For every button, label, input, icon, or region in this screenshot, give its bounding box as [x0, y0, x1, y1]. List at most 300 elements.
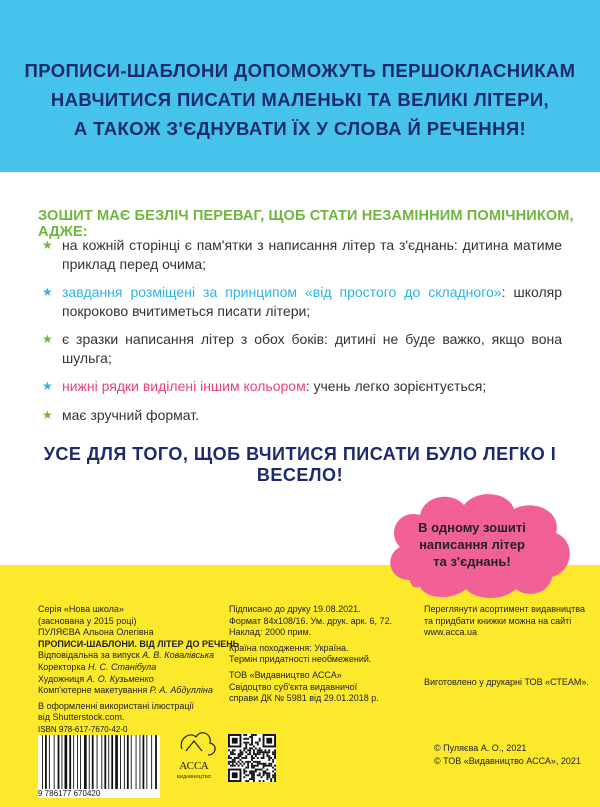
qr-module: [274, 772, 276, 774]
qr-module: [274, 751, 276, 753]
qr-module: [238, 765, 240, 767]
credit-proofreader: Коректорка Н. С. Станібула: [38, 661, 157, 672]
star-icon: ★: [42, 238, 53, 252]
qr-module: [251, 763, 253, 765]
qr-module: [266, 772, 268, 774]
qr-module: [243, 757, 245, 759]
qr-module: [251, 778, 253, 780]
qr-module: [243, 772, 245, 774]
qr-module: [268, 772, 270, 774]
qr-module: [263, 772, 265, 774]
qr-module: [230, 757, 232, 759]
copyright: [434, 742, 581, 768]
list-item: [42, 283, 562, 320]
qr-module: [243, 776, 245, 778]
illustrations-source: від Shutterstock.com.: [38, 712, 125, 723]
qr-module: [264, 765, 266, 767]
barcode-bar: [131, 735, 132, 790]
qr-module: [274, 757, 276, 759]
qr-module: [255, 769, 257, 771]
qr-module: [259, 763, 261, 765]
qr-module: [257, 761, 259, 763]
barcode-bar: [143, 735, 145, 790]
barcode-bar: [146, 735, 147, 790]
qr-module: [234, 753, 236, 755]
qr-module: [272, 776, 274, 778]
certificate: Свідоцтво суб'єкта видавничої: [229, 681, 358, 692]
credit-responsible: Відповідальна за випуск А. В. Ковалівська: [38, 650, 215, 661]
qr-module: [268, 751, 270, 753]
qr-module: [264, 770, 266, 772]
qr-module: [230, 765, 232, 767]
qr-module: [247, 763, 249, 765]
qr-module: [245, 761, 247, 763]
shelf-life: Термін придатності необмежений.: [229, 654, 372, 665]
copyright-line: © Пуляєва А. О., 2021: [434, 743, 527, 753]
qr-module: [251, 734, 253, 736]
qr-module: [241, 751, 243, 753]
qr-module: [272, 753, 274, 755]
print-info-column: [229, 604, 409, 705]
qr-module: [257, 749, 259, 751]
qr-module: [274, 749, 276, 751]
qr-module: [270, 780, 272, 782]
qr-module: [253, 753, 255, 755]
qr-module: [259, 753, 261, 755]
barcode-bar: [127, 735, 129, 790]
qr-module: [251, 757, 253, 759]
qr-module: [259, 749, 261, 751]
qr-module: [232, 751, 234, 753]
qr-module: [245, 747, 247, 749]
isbn: ISBN 978-617-7670-42-0: [38, 725, 128, 734]
credit-artist: Художниця А. О. Кузьменко: [38, 673, 154, 684]
item-text: має зручний формат.: [62, 406, 199, 423]
qr-module: [255, 734, 257, 736]
qr-module: [247, 742, 249, 744]
qr-module: [253, 780, 255, 782]
qr-module: [238, 753, 240, 755]
qr-module: [253, 761, 255, 763]
author: ПУЛЯЄВА Альона Олегівна: [38, 627, 154, 638]
qr-module: [263, 780, 265, 782]
list-item: [42, 236, 562, 273]
qr-module: [253, 749, 255, 751]
book-title: ПРОПИСИ-ШАБЛОНИ. ВІД ЛІТЕР ДО РЕЧЕНЬ: [38, 638, 240, 649]
top-headline-line: ПРОПИСИ-ШАБЛОНИ ДОПОМОЖУТЬ ПЕРШОКЛАСНИКАМ: [24, 60, 576, 81]
barcode-number: 9 786177 670420: [38, 789, 160, 798]
qr-code[interactable]: [228, 734, 276, 782]
qr-module: [228, 761, 230, 763]
logo-text: АССА: [179, 760, 209, 772]
qr-module: [253, 751, 255, 753]
qr-module: [270, 763, 272, 765]
qr-module: [234, 759, 236, 761]
qr-module: [272, 767, 274, 769]
qr-module: [266, 776, 268, 778]
qr-module: [266, 778, 268, 780]
qr-module: [243, 734, 245, 736]
qr-module: [251, 736, 253, 738]
qr-module: [257, 757, 259, 759]
qr-module: [251, 770, 253, 772]
qr-module: [274, 769, 276, 771]
qr-module: [228, 749, 230, 751]
qr-module: [251, 755, 253, 757]
qr-module: [240, 755, 242, 757]
qr-module: [243, 749, 245, 751]
qr-module: [274, 776, 276, 778]
qr-module: [241, 765, 243, 767]
credit-layout: Комп'ютерне макетування Р. А. Абдулліна: [38, 685, 213, 696]
barcode-block: [38, 725, 160, 800]
qr-module: [266, 755, 268, 757]
qr-module: [245, 751, 247, 753]
qr-module: [263, 755, 265, 757]
qr-module: [261, 769, 263, 771]
qr-module: [259, 747, 261, 749]
barcode-bar: [115, 735, 118, 790]
list-item: [42, 377, 562, 396]
qr-module: [240, 753, 242, 755]
qr-module: [247, 767, 249, 769]
qr-module: [245, 744, 247, 746]
barcode-bar: [108, 735, 109, 790]
qr-module: [251, 747, 253, 749]
qr-module: [241, 761, 243, 763]
qr-module: [261, 763, 263, 765]
qr-module: [251, 738, 253, 740]
cloud-line: В одному зошиті: [418, 520, 526, 535]
qr-module: [268, 776, 270, 778]
qr-module: [247, 780, 249, 782]
qr-module: [234, 749, 236, 751]
barcode-bar: [58, 735, 60, 790]
cloud-text: [392, 519, 552, 570]
website-link[interactable]: www.acca.ua: [424, 627, 478, 638]
qr-module: [253, 778, 255, 780]
barcode-bar: [136, 735, 137, 790]
publisher: ТОВ «Видавництво АССА»: [229, 669, 342, 680]
qr-module: [253, 770, 255, 772]
qr-module: [257, 744, 259, 746]
top-headline: [20, 56, 580, 143]
qr-module: [249, 751, 251, 753]
qr-module: [232, 759, 234, 761]
qr-module: [251, 765, 253, 767]
qr-module: [266, 738, 272, 744]
qr-module: [263, 767, 265, 769]
qr-module: [259, 761, 261, 763]
shop-line: та придбати книжки можна на сайті: [424, 615, 572, 626]
barcode-bar: [104, 735, 106, 790]
qr-module: [263, 763, 265, 765]
format: Формат 84х108/16. Ум. друк. арк. 6, 72.: [229, 615, 393, 626]
qr-module: [232, 753, 234, 755]
qr-module: [264, 772, 266, 774]
qr-module: [249, 747, 251, 749]
qr-module: [230, 751, 232, 753]
qr-module: [249, 772, 251, 774]
qr-module: [259, 772, 261, 774]
advantages-list: [42, 236, 562, 424]
qr-module: [255, 755, 257, 757]
qr-module: [232, 761, 234, 763]
qr-module: [255, 753, 257, 755]
qr-module: [249, 770, 251, 772]
item-highlight: завдання розміщені за принципом «від простого до складного»: [62, 284, 502, 300]
qr-module: [259, 769, 261, 771]
qr-module: [266, 753, 268, 755]
list-item: [42, 406, 562, 425]
qr-module: [263, 765, 265, 767]
qr-module: [274, 765, 276, 767]
qr-module: [251, 759, 253, 761]
qr-module: [255, 761, 257, 763]
qr-module: [249, 778, 251, 780]
qr-module: [230, 761, 232, 763]
qr-module: [251, 744, 253, 746]
series: Серія «Нова школа»: [38, 604, 124, 614]
qr-module: [255, 765, 257, 767]
qr-module: [245, 742, 247, 744]
barcode-bar: [77, 735, 78, 790]
barcode-bar: [92, 735, 94, 790]
qr-module: [228, 763, 230, 765]
copyright-line: © ТОВ «Видавництво АССА», 2021: [434, 756, 581, 766]
advantages-heading: ЗОШИТ МАЄ БЕЗЛІЧ ПЕРЕВАГ, ЩОБ СТАТИ НЕЗАМІННИМ ПОМІЧНИКОМ, АДЖЕ:: [38, 208, 574, 240]
qr-module: [245, 767, 247, 769]
certificate-number: справи ДК № 5981 від 29.01.2018 р.: [229, 693, 379, 704]
barcode-bar: [84, 735, 87, 790]
qr-module: [245, 734, 247, 736]
qr-module: [261, 751, 263, 753]
barcode-bar: [97, 735, 98, 790]
qr-module: [253, 774, 255, 776]
cloud-line: написання літер: [419, 537, 525, 552]
qr-module: [257, 751, 259, 753]
qr-module: [241, 757, 243, 759]
star-icon: ★: [42, 407, 53, 422]
shop-info-column: [424, 604, 594, 688]
qr-module: [268, 774, 270, 776]
qr-module: [243, 747, 245, 749]
qr-module: [245, 770, 247, 772]
top-headline-line: НАВЧИТИСЯ ПИСАТИ МАЛЕНЬКІ ТА ВЕЛИКІ ЛІТЕРИ,: [50, 89, 550, 110]
qr-module: [243, 770, 245, 772]
qr-module: [263, 753, 265, 755]
qr-module: [270, 765, 272, 767]
barcode-bar: [62, 735, 63, 790]
barcode-bar: [89, 735, 90, 790]
print-run: Наклад: 2000 прим.: [229, 627, 312, 638]
qr-module: [251, 776, 253, 778]
barcode-bar: [73, 735, 74, 790]
item-text: : учень легко зорієнтується;: [305, 378, 487, 394]
qr-module: [249, 753, 251, 755]
qr-module: [253, 772, 255, 774]
qr-module: [232, 749, 234, 751]
qr-module: [247, 753, 249, 755]
qr-module: [263, 774, 265, 776]
qr-module: [253, 746, 255, 748]
qr-module: [270, 778, 272, 780]
star-icon: ★: [42, 379, 53, 393]
qr-module: [266, 751, 268, 753]
qr-module: [245, 774, 247, 776]
qr-module: [259, 751, 261, 753]
barcode-bar: [54, 735, 55, 790]
qr-module: [232, 763, 234, 765]
qr-module: [259, 740, 261, 742]
qr-module: [257, 763, 259, 765]
qr-module: [234, 757, 236, 759]
qr-module: [257, 774, 259, 776]
qr-module: [249, 736, 251, 738]
qr-module: [251, 772, 253, 774]
qr-module: [274, 755, 276, 757]
barcode-bar: [42, 735, 43, 790]
qr-module: [251, 774, 253, 776]
qr-module: [257, 742, 259, 744]
qr-module: [240, 763, 242, 765]
qr-module: [272, 761, 274, 763]
barcode-bar: [65, 735, 68, 790]
qr-module: [249, 749, 251, 751]
illustrations-note: В оформленні використані ілюстрації: [38, 700, 194, 711]
qr-module: [274, 778, 276, 780]
qr-module: [270, 757, 272, 759]
barcode-bar: [111, 735, 113, 790]
qr-module: [268, 763, 270, 765]
qr-module: [249, 744, 251, 746]
barcode-bar: [120, 735, 121, 790]
signed-date: Підписано до друку 19.08.2021.: [229, 604, 361, 614]
qr-module: [245, 780, 247, 782]
qr-module: [238, 755, 240, 757]
qr-module: [274, 753, 276, 755]
qr-module: [232, 738, 238, 744]
qr-module: [255, 747, 257, 749]
qr-module: [247, 765, 249, 767]
qr-module: [268, 765, 270, 767]
qr-module: [228, 755, 230, 757]
barcode-bar: [155, 735, 157, 790]
qr-module: [247, 738, 249, 740]
qr-module: [253, 767, 255, 769]
qr-module: [247, 761, 249, 763]
qr-module: [261, 757, 263, 759]
printed-by: Виготовлено у друкарні ТОВ «СТЕАМ».: [424, 676, 589, 687]
qr-module: [234, 765, 236, 767]
qr-module: [268, 759, 270, 761]
qr-module: [264, 751, 266, 753]
slogan: УСЕ ДЛЯ ТОГО, ЩОБ ВЧИТИСЯ ПИСАТИ БУЛО ЛЕГКО І ВЕСЕЛО!: [43, 444, 557, 485]
qr-module: [230, 753, 232, 755]
qr-module: [253, 734, 255, 736]
barcode-bar: [151, 735, 152, 790]
qr-module: [238, 757, 240, 759]
top-headline-line: А ТАКОЖ З'ЄДНУВАТИ ЇХ У СЛОВА Й РЕЧЕННЯ!: [73, 118, 527, 139]
barcode-bar: [140, 735, 141, 790]
barcode-bar: [101, 735, 102, 790]
qr-module: [259, 780, 261, 782]
qr-module: [272, 759, 274, 761]
qr-module: [263, 770, 265, 772]
barcode-bar: [80, 735, 81, 790]
qr-module: [266, 765, 268, 767]
qr-module: [255, 770, 257, 772]
qr-module: [263, 751, 265, 753]
qr-module: [232, 772, 238, 778]
qr-module: [245, 755, 247, 757]
qr-module: [243, 763, 245, 765]
qr-module: [259, 738, 261, 740]
qr-module: [251, 742, 253, 744]
qr-module: [257, 753, 259, 755]
qr-module: [251, 740, 253, 742]
qr-module: [245, 757, 247, 759]
star-icon: ★: [42, 332, 53, 346]
barcode-bar: [69, 735, 71, 790]
qr-module: [253, 776, 255, 778]
qr-module: [264, 763, 266, 765]
star-icon: ★: [42, 285, 53, 299]
cloud-line: та з'єднань!: [433, 554, 511, 569]
qr-module: [240, 759, 242, 761]
qr-module: [268, 755, 270, 757]
qr-module: [234, 761, 236, 763]
qr-module: [236, 763, 238, 765]
item-text: на кожній сторінці є пам'ятки з написання літер та з'єднань: дитина матиме приклад перед очима;: [62, 237, 562, 272]
qr-module: [240, 749, 242, 751]
qr-module: [257, 769, 259, 771]
qr-module: [247, 749, 249, 751]
qr-module: [245, 738, 247, 740]
qr-module: [266, 769, 268, 771]
logo-subtext: ВИДАВНИЦТВО: [176, 774, 212, 779]
qr-module: [261, 776, 263, 778]
qr-module: [240, 751, 242, 753]
qr-module: [251, 767, 253, 769]
qr-module: [249, 761, 251, 763]
qr-module: [255, 742, 257, 744]
qr-module: [245, 746, 247, 748]
qr-module: [266, 774, 268, 776]
barcode-bar: [49, 735, 50, 790]
qr-module: [238, 761, 240, 763]
qr-module: [257, 765, 259, 767]
barcode: [38, 735, 160, 790]
qr-module: [272, 774, 274, 776]
qr-module: [243, 769, 245, 771]
qr-module: [243, 738, 245, 740]
qr-module: [259, 774, 261, 776]
item-text: є зразки написання літер з обох боків: дитині не буде важко, якщо вона шульга;: [62, 331, 562, 366]
qr-module: [247, 774, 249, 776]
series-founded: (заснована у 2015 році): [38, 615, 137, 626]
qr-module: [274, 774, 276, 776]
shop-line: Переглянути асортимент видавництва: [424, 604, 585, 614]
qr-module: [243, 742, 245, 744]
list-item: [42, 330, 562, 367]
qr-module: [261, 749, 263, 751]
qr-module: [253, 765, 255, 767]
qr-module: [236, 757, 238, 759]
barcode-bar: [45, 735, 47, 790]
qr-module: [268, 757, 270, 759]
qr-module: [241, 753, 243, 755]
